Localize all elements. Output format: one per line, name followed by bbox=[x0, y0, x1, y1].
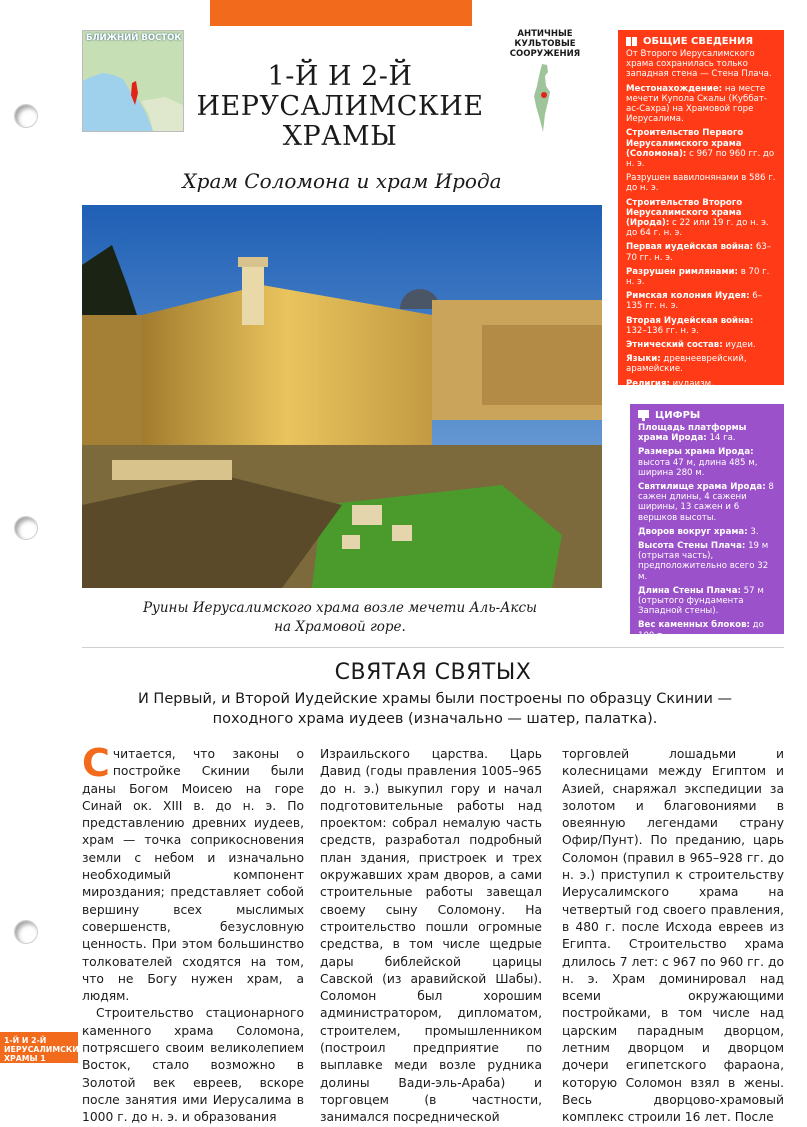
book-icon bbox=[626, 36, 637, 47]
body-paragraph: Строительство стационарного каменного храма Соломона, потрясшего своим великолепием Восток, стало возможно в Золотой век евреев, вскоре после занятия ими Иерусалима в 1000 г. до н. э. и образования bbox=[82, 1006, 304, 1125]
figure-item: Площадь платформы храма Ирода: 14 га. bbox=[638, 423, 747, 444]
section-divider bbox=[82, 647, 784, 648]
body-column-1 bbox=[82, 741, 304, 1127]
body-column-2 bbox=[320, 746, 542, 1127]
photo-caption bbox=[120, 599, 560, 637]
info-item: Строительство Первого Иерусалимского храма (Соломона): с 967 по 960 гг. до н. э. bbox=[626, 128, 775, 170]
info-item: Римская колония Иудея: 6–135 гг. н. э. bbox=[626, 291, 763, 312]
region-map-graphic bbox=[83, 31, 183, 131]
drop-cap: С bbox=[82, 741, 110, 785]
info-item: Языки: древнееврейский, арамейские. bbox=[626, 354, 747, 375]
general-info-heading bbox=[618, 30, 784, 49]
title-line: ИЕРУСАЛИМСКИЕ bbox=[196, 91, 484, 122]
info-item: Религия: иудаизм. bbox=[626, 378, 714, 389]
binder-hole bbox=[14, 516, 38, 540]
figure-item: Длина Стены Плача: 57 м (отрытого фундамента Западной стены). bbox=[638, 585, 764, 617]
section-lead: И Первый, и Второй Иудейские храмы были построены по образцу Скинии — походного храма иудеев (изначально — шатер, палатка). bbox=[137, 691, 733, 727]
info-item: Вторая Иудейская война: 132–136 гг. н. э. bbox=[626, 315, 754, 336]
figures-title: ЦИФРЫ bbox=[655, 410, 701, 421]
info-item: Разрушен вавилонянами в 586 г. до н. э. bbox=[626, 173, 776, 194]
temple-photo-illustration bbox=[82, 205, 602, 588]
binder-hole bbox=[14, 104, 38, 128]
figures-heading bbox=[630, 404, 784, 423]
caption-line: на Храмовой горе. bbox=[274, 619, 406, 635]
title-line: 1-Й И 2-Й bbox=[267, 61, 413, 92]
region-map bbox=[82, 30, 184, 132]
info-item: Строительство Второго Иерусалимского храма (Ирода): с 22 или 19 г. до н. э. до 64 г. н. э. bbox=[626, 197, 769, 239]
binder-hole bbox=[14, 920, 38, 944]
section-title: СВЯТАЯ СВЯТЫХ bbox=[334, 660, 532, 685]
info-item: Местонахождение: на месте мечети Купола Скалы (Куббат-ас-Сахра) на Храмовой горе Иерусалима. bbox=[626, 83, 767, 125]
info-item: Этнический состав: иудеи. bbox=[626, 340, 756, 351]
body-paragraph: Считается, что законы о постройке Скинии были даны Богом Моисею на горе Синай ок. XIII в. до н. э. По представлению древних иудеев, храм — точка соприкосновения земли с небом и изначально необходимый компонент мироздания; представляет собой вершину всех мыслимых совершенств, безусловную ценность. При этом большинство толкователей сходятся на том, что не Богу нужен храм, а людям. bbox=[82, 741, 304, 1004]
figure-item: Святилище храма Ирода: 8 сажен длины, 4 сажени ширины, 13 сажен и 6 вершков высоты. bbox=[638, 482, 774, 523]
title-line: ХРАМЫ bbox=[282, 121, 398, 152]
info-item: Разрушен римлянами: в 70 г. н. э. bbox=[626, 266, 770, 288]
israel-silhouette-icon bbox=[528, 62, 558, 134]
footer-section-tab: 1-Й И 2-Й ИЕРУСАЛИМСКИЕ ХРАМЫ 1 bbox=[0, 1032, 78, 1063]
category-label: АНТИЧНЫЕ КУЛЬТОВЫЕ СООРУЖЕНИЯ bbox=[509, 29, 581, 59]
caption-line: Руины Иерусалимского храма возле мечети Аль-Аксы bbox=[142, 600, 538, 616]
figures-box bbox=[630, 404, 784, 641]
figure-item: Высота Стены Плача: 19 м (отрытая часть), предположительно всего 32 м. bbox=[638, 541, 769, 582]
page-title bbox=[185, 62, 495, 152]
info-item: От Второго Иерусалимского храма сохранилась только западная стена — Стена Плача. bbox=[626, 49, 772, 80]
info-item: Первая иудейская война: 63–70 гг. н. э. bbox=[626, 242, 772, 263]
general-info-box bbox=[618, 30, 784, 389]
temple-photo bbox=[82, 205, 602, 588]
body-paragraph: Израильского царства. Царь Давид (годы правления 1005–965 до н. э.) выкупил гору и начал подготовительные работы над проектом: собрал немалую часть средств, разработал подробный план здания, пристроек и трех окружавших храм дворов, а сами строительные работы завещал своему сыну Соломону. На строительство пошли огромные средства, в том числе щедрые дары библейской царицы Савской (из аравийской Шабы). Соломон был хорошим администратором, дипломатом, строителем, промышленником (построил предприятие по выплавке меди возле рудника долины Вади-эль-Араба) и торговцем (в частности, занимался посреднической bbox=[320, 747, 542, 1125]
figure-item: Размеры храма Ирода: высота 47 м, длина 485 м, ширина 280 м. bbox=[638, 447, 758, 478]
page-subtitle: Храм Соломона и храм Ирода bbox=[182, 169, 502, 193]
top-orange-tab bbox=[210, 0, 472, 26]
figure-item: Вес каменных блоков: до 100 т. bbox=[638, 620, 764, 641]
body-paragraph: торговлей лошадьми и колесницами между Египтом и Азией, снаряжал экспедиции за золотом и благовониями в овеянную легендами страну Офир/Пунт). По преданию, царь Соломон (правил в 965–928 гг. до н. э.) приступил к строительству Иерусалимского храма на четвертый год своего правления, в 480 г. после Исхода евреев из Египта. Строительство храма длилось 7 лет: с 967 по 960 гг. до н. э. Храм доминировал над всеми окружающими постройками, в том числе над царским парадным дворцом, летним дворцом и дворцом дочери египетского фараона, которую Соломон взял в жены. Весь дворцово-храмовый комплекс строили 16 лет. После bbox=[562, 747, 784, 1125]
figure-item: Дворов вокруг храма: 3. bbox=[638, 526, 759, 537]
monitor-icon bbox=[638, 410, 649, 421]
general-info-title: ОБЩИЕ СВЕДЕНИЯ bbox=[643, 36, 754, 47]
body-column-3 bbox=[562, 746, 784, 1127]
region-map-label: БЛИЖНИЙ ВОСТОК bbox=[86, 33, 182, 43]
